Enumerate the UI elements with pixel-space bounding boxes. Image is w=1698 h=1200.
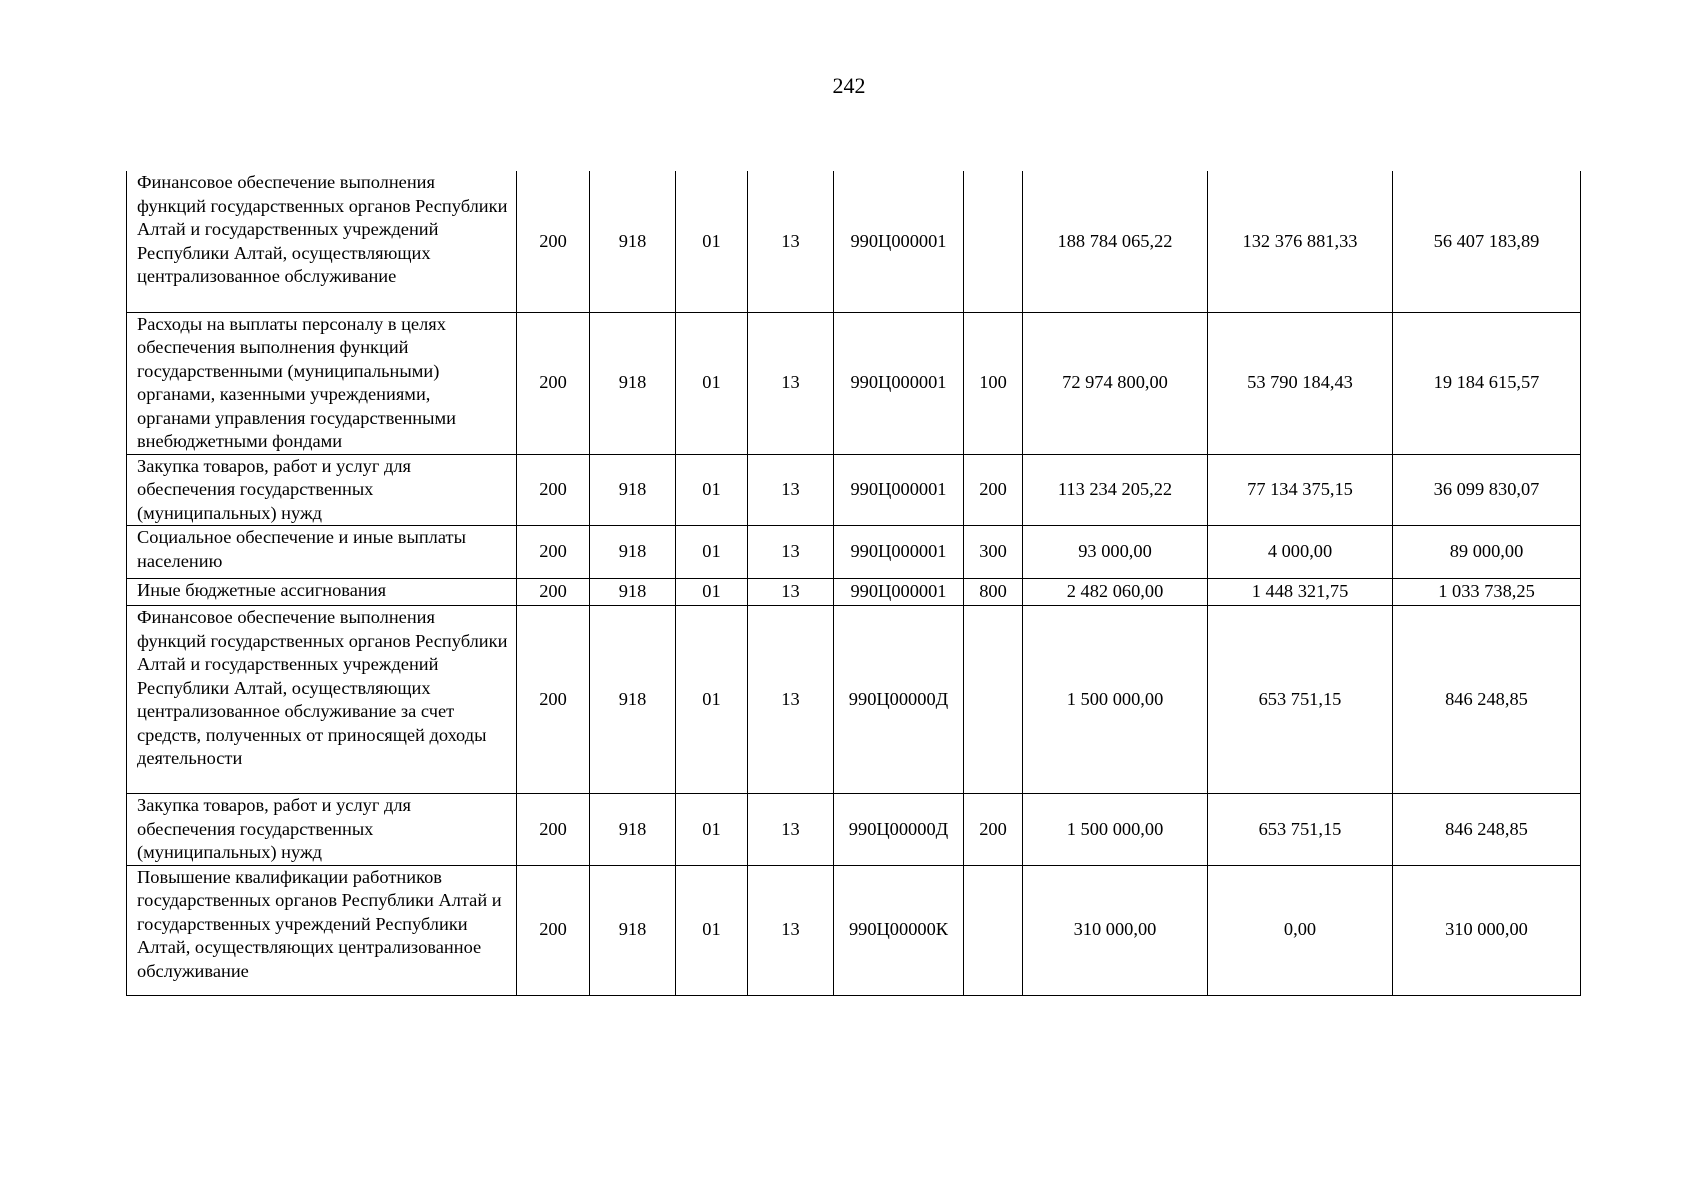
expense-name-cell: Иные бюджетные ассигнования <box>127 579 517 606</box>
expense-name-cell: Повышение квалификации работников государственных органов Республики Алтай и государственных учреждений Республики Алтай, осуществляющих централизованное обслуживание <box>127 865 517 995</box>
executed-amount-cell: 653 751,15 <box>1208 794 1393 866</box>
plan-amount-cell: 72 974 800,00 <box>1023 312 1208 454</box>
expense-kind-cell: 200 <box>964 794 1023 866</box>
subsection-cell: 13 <box>748 171 834 312</box>
section-cell: 01 <box>676 579 748 606</box>
page-number: 242 <box>832 73 866 98</box>
expense-kind-cell <box>964 865 1023 995</box>
expense-kind-cell <box>964 606 1023 794</box>
executed-amount-cell: 132 376 881,33 <box>1208 171 1393 312</box>
expense-name-cell: Финансовое обеспечение выполнения функций государственных органов Республики Алтай и государственных учреждений Республики Алтай, осуществляющих централизованное обслуживание <box>127 171 517 312</box>
ministry-cell: 918 <box>590 794 676 866</box>
code-cell: 200 <box>517 606 590 794</box>
remainder-amount-cell: 310 000,00 <box>1393 865 1581 995</box>
subsection-cell: 13 <box>748 454 834 526</box>
remainder-amount-cell: 1 033 738,25 <box>1393 579 1581 606</box>
target-article-cell: 990Ц00000Д <box>834 606 964 794</box>
table-body <box>127 171 1581 995</box>
executed-amount-cell: 4 000,00 <box>1208 526 1393 579</box>
code-cell: 200 <box>517 171 590 312</box>
remainder-amount-cell: 846 248,85 <box>1393 606 1581 794</box>
expense-kind-cell: 200 <box>964 454 1023 526</box>
expense-name-cell: Социальное обеспечение и иные выплаты населению <box>127 526 517 579</box>
code-cell: 200 <box>517 312 590 454</box>
section-cell: 01 <box>676 865 748 995</box>
table-row <box>127 171 1581 312</box>
plan-amount-cell: 310 000,00 <box>1023 865 1208 995</box>
section-cell: 01 <box>676 526 748 579</box>
plan-amount-cell: 188 784 065,22 <box>1023 171 1208 312</box>
ministry-cell: 918 <box>590 579 676 606</box>
plan-amount-cell: 2 482 060,00 <box>1023 579 1208 606</box>
expense-kind-cell <box>964 171 1023 312</box>
target-article-cell: 990Ц000001 <box>834 171 964 312</box>
expense-name-cell: Расходы на выплаты персоналу в целях обеспечения выполнения функций государственными (муниципальными) органами, казенными учреждениями, органами управления государственными внебюджетными фондами <box>127 312 517 454</box>
expense-kind-cell: 800 <box>964 579 1023 606</box>
ministry-cell: 918 <box>590 454 676 526</box>
plan-amount-cell: 1 500 000,00 <box>1023 794 1208 866</box>
table-row <box>127 526 1581 579</box>
code-cell: 200 <box>517 526 590 579</box>
expense-kind-cell: 100 <box>964 312 1023 454</box>
section-cell: 01 <box>676 794 748 866</box>
code-cell: 200 <box>517 865 590 995</box>
plan-amount-cell: 113 234 205,22 <box>1023 454 1208 526</box>
remainder-amount-cell: 846 248,85 <box>1393 794 1581 866</box>
subsection-cell: 13 <box>748 526 834 579</box>
plan-amount-cell: 93 000,00 <box>1023 526 1208 579</box>
subsection-cell: 13 <box>748 312 834 454</box>
executed-amount-cell: 53 790 184,43 <box>1208 312 1393 454</box>
table-row <box>127 606 1581 794</box>
code-cell: 200 <box>517 579 590 606</box>
section-cell: 01 <box>676 606 748 794</box>
code-cell: 200 <box>517 794 590 866</box>
table-row <box>127 865 1581 995</box>
budget-table <box>126 171 1581 996</box>
code-cell: 200 <box>517 454 590 526</box>
expense-name-cell: Финансовое обеспечение выполнения функций государственных органов Республики Алтай и государственных учреждений Республики Алтай, осуществляющих централизованное обслуживание за счет средств, полученных от приносящей доходы деятельности <box>127 606 517 794</box>
target-article-cell: 990Ц000001 <box>834 454 964 526</box>
expense-name-cell: Закупка товаров, работ и услуг для обеспечения государственных (муниципальных) нужд <box>127 454 517 526</box>
table-row <box>127 312 1581 454</box>
expense-name-cell: Закупка товаров, работ и услуг для обеспечения государственных (муниципальных) нужд <box>127 794 517 866</box>
table-row <box>127 454 1581 526</box>
section-cell: 01 <box>676 454 748 526</box>
target-article-cell: 990Ц000001 <box>834 526 964 579</box>
executed-amount-cell: 77 134 375,15 <box>1208 454 1393 526</box>
target-article-cell: 990Ц000001 <box>834 312 964 454</box>
table-row <box>127 579 1581 606</box>
ministry-cell: 918 <box>590 865 676 995</box>
plan-amount-cell: 1 500 000,00 <box>1023 606 1208 794</box>
ministry-cell: 918 <box>590 171 676 312</box>
remainder-amount-cell: 19 184 615,57 <box>1393 312 1581 454</box>
executed-amount-cell: 653 751,15 <box>1208 606 1393 794</box>
target-article-cell: 990Ц00000К <box>834 865 964 995</box>
ministry-cell: 918 <box>590 312 676 454</box>
remainder-amount-cell: 36 099 830,07 <box>1393 454 1581 526</box>
subsection-cell: 13 <box>748 606 834 794</box>
subsection-cell: 13 <box>748 794 834 866</box>
remainder-amount-cell: 89 000,00 <box>1393 526 1581 579</box>
subsection-cell: 13 <box>748 579 834 606</box>
ministry-cell: 918 <box>590 606 676 794</box>
remainder-amount-cell: 56 407 183,89 <box>1393 171 1581 312</box>
table-row <box>127 794 1581 866</box>
ministry-cell: 918 <box>590 526 676 579</box>
section-cell: 01 <box>676 171 748 312</box>
target-article-cell: 990Ц00000Д <box>834 794 964 866</box>
subsection-cell: 13 <box>748 865 834 995</box>
executed-amount-cell: 1 448 321,75 <box>1208 579 1393 606</box>
expense-kind-cell: 300 <box>964 526 1023 579</box>
target-article-cell: 990Ц000001 <box>834 579 964 606</box>
section-cell: 01 <box>676 312 748 454</box>
executed-amount-cell: 0,00 <box>1208 865 1393 995</box>
